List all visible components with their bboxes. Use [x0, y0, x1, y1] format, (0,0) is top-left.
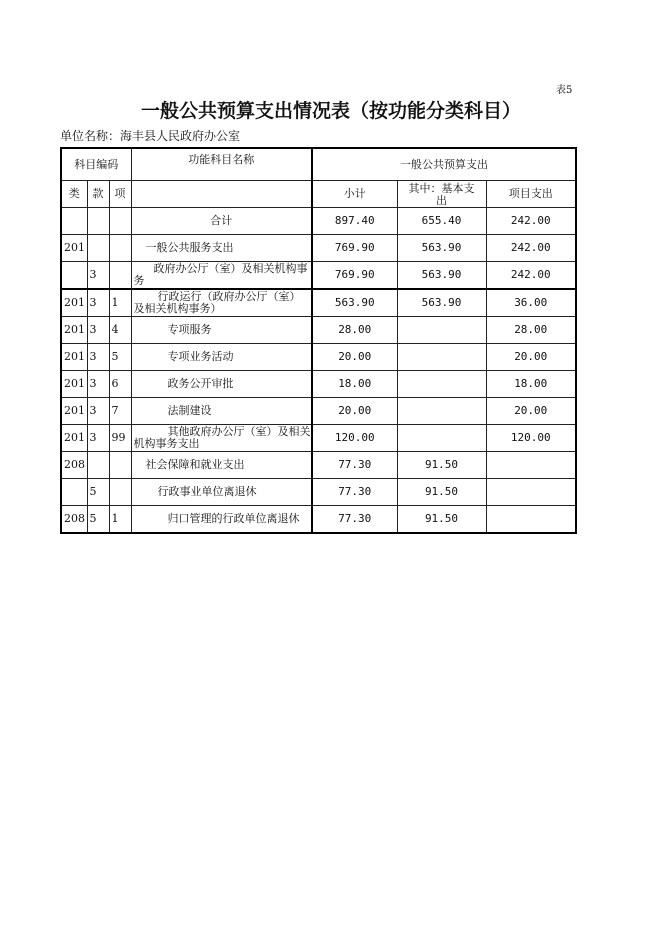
- project: [486, 479, 576, 506]
- code-lei: [61, 262, 87, 290]
- code-kuan: 3: [87, 317, 109, 344]
- code-lei: 201: [61, 344, 87, 371]
- basic: 563.90: [397, 289, 486, 317]
- item-name: 专项业务活动: [131, 344, 312, 371]
- basic: 91.50: [397, 452, 486, 479]
- basic: [397, 425, 486, 452]
- code-xiang: 4: [109, 317, 131, 344]
- page-title: 一般公共预算支出情况表（按功能分类科目）: [140, 100, 521, 122]
- basic: [397, 317, 486, 344]
- header-blank: [131, 181, 312, 208]
- code-kuan: 3: [87, 398, 109, 425]
- budget-table: [60, 147, 577, 534]
- code-kuan: [87, 208, 109, 235]
- code-xiang: 99: [109, 425, 131, 452]
- code-kuan: [87, 235, 109, 262]
- header-kuan: 款: [87, 181, 109, 208]
- item-name: 其他政府办公厅（室）及相关机构事务支出: [131, 425, 312, 452]
- item-name: 合计: [131, 208, 312, 235]
- table-row: [61, 344, 576, 371]
- code-lei: 208: [61, 506, 87, 534]
- subtotal: 77.30: [312, 452, 397, 479]
- code-kuan: 3: [87, 344, 109, 371]
- code-kuan: 3: [87, 262, 109, 290]
- code-xiang: 1: [109, 506, 131, 534]
- subtotal: 563.90: [312, 289, 397, 317]
- project: 20.00: [486, 344, 576, 371]
- project: 242.00: [486, 208, 576, 235]
- subtotal: 20.00: [312, 398, 397, 425]
- basic: [397, 371, 486, 398]
- code-lei: 208: [61, 452, 87, 479]
- subtotal: 18.00: [312, 371, 397, 398]
- project: 20.00: [486, 398, 576, 425]
- code-kuan: 3: [87, 425, 109, 452]
- table-row: [61, 235, 576, 262]
- table-row: [61, 289, 576, 317]
- header-lei: 类: [61, 181, 87, 208]
- code-kuan: [87, 452, 109, 479]
- code-xiang: [109, 452, 131, 479]
- table-row: [61, 452, 576, 479]
- item-name: 归口管理的行政单位离退休: [131, 506, 312, 534]
- code-kuan: 5: [87, 479, 109, 506]
- basic: [397, 398, 486, 425]
- item-name: 政府办公厅（室）及相关机构事务: [131, 262, 312, 290]
- project: 18.00: [486, 371, 576, 398]
- header-basic: 其中：基本支出: [397, 181, 486, 208]
- project: 36.00: [486, 289, 576, 317]
- subtotal: 77.30: [312, 479, 397, 506]
- basic: [397, 344, 486, 371]
- basic: 655.40: [397, 208, 486, 235]
- table-row: [61, 208, 576, 235]
- code-kuan: 3: [87, 371, 109, 398]
- code-lei: [61, 479, 87, 506]
- code-lei: [61, 208, 87, 235]
- item-name: 行政事业单位离退休: [131, 479, 312, 506]
- table-row: [61, 506, 576, 534]
- item-name: 法制建设: [131, 398, 312, 425]
- table-number: 表5: [556, 85, 573, 96]
- subtotal: 120.00: [312, 425, 397, 452]
- code-lei: 201: [61, 425, 87, 452]
- project: [486, 506, 576, 534]
- basic: 563.90: [397, 262, 486, 290]
- item-name: 政务公开审批: [131, 371, 312, 398]
- item-name: 专项服务: [131, 317, 312, 344]
- header-code: 科目编码: [61, 148, 131, 181]
- project: 120.00: [486, 425, 576, 452]
- code-lei: 201: [61, 317, 87, 344]
- project: 242.00: [486, 235, 576, 262]
- project: 242.00: [486, 262, 576, 290]
- code-kuan: 5: [87, 506, 109, 534]
- code-lei: 201: [61, 235, 87, 262]
- basic: 91.50: [397, 479, 486, 506]
- code-xiang: [109, 208, 131, 235]
- header-name: 功能科目名称: [131, 148, 312, 181]
- code-kuan: 3: [87, 289, 109, 317]
- table-row: [61, 479, 576, 506]
- table-row: [61, 425, 576, 452]
- header-subtotal: 小计: [312, 181, 397, 208]
- code-xiang: 5: [109, 344, 131, 371]
- code-lei: 201: [61, 289, 87, 317]
- header-budget: 一般公共预算支出: [312, 148, 576, 181]
- subtotal: 897.40: [312, 208, 397, 235]
- subtotal: 20.00: [312, 344, 397, 371]
- basic: 563.90: [397, 235, 486, 262]
- code-lei: 201: [61, 371, 87, 398]
- item-name: 行政运行（政府办公厅（室）及相关机构事务）: [131, 289, 312, 317]
- project: 28.00: [486, 317, 576, 344]
- table-row: [61, 262, 576, 290]
- code-xiang: 7: [109, 398, 131, 425]
- table-row: [61, 371, 576, 398]
- table-row: [61, 398, 576, 425]
- header-project: 项目支出: [486, 181, 576, 208]
- subtotal: 769.90: [312, 235, 397, 262]
- code-xiang: [109, 262, 131, 290]
- subtotal: 77.30: [312, 506, 397, 534]
- code-lei: 201: [61, 398, 87, 425]
- code-xiang: 1: [109, 289, 131, 317]
- code-xiang: 6: [109, 371, 131, 398]
- unit-name: 单位名称：海丰县人民政府办公室: [60, 129, 241, 143]
- table-row: [61, 317, 576, 344]
- item-name: 社会保障和就业支出: [131, 452, 312, 479]
- header-xiang: 项: [109, 181, 131, 208]
- subtotal: 769.90: [312, 262, 397, 290]
- basic: 91.50: [397, 506, 486, 534]
- project: [486, 452, 576, 479]
- item-name: 一般公共服务支出: [131, 235, 312, 262]
- subtotal: 28.00: [312, 317, 397, 344]
- code-xiang: [109, 479, 131, 506]
- code-xiang: [109, 235, 131, 262]
